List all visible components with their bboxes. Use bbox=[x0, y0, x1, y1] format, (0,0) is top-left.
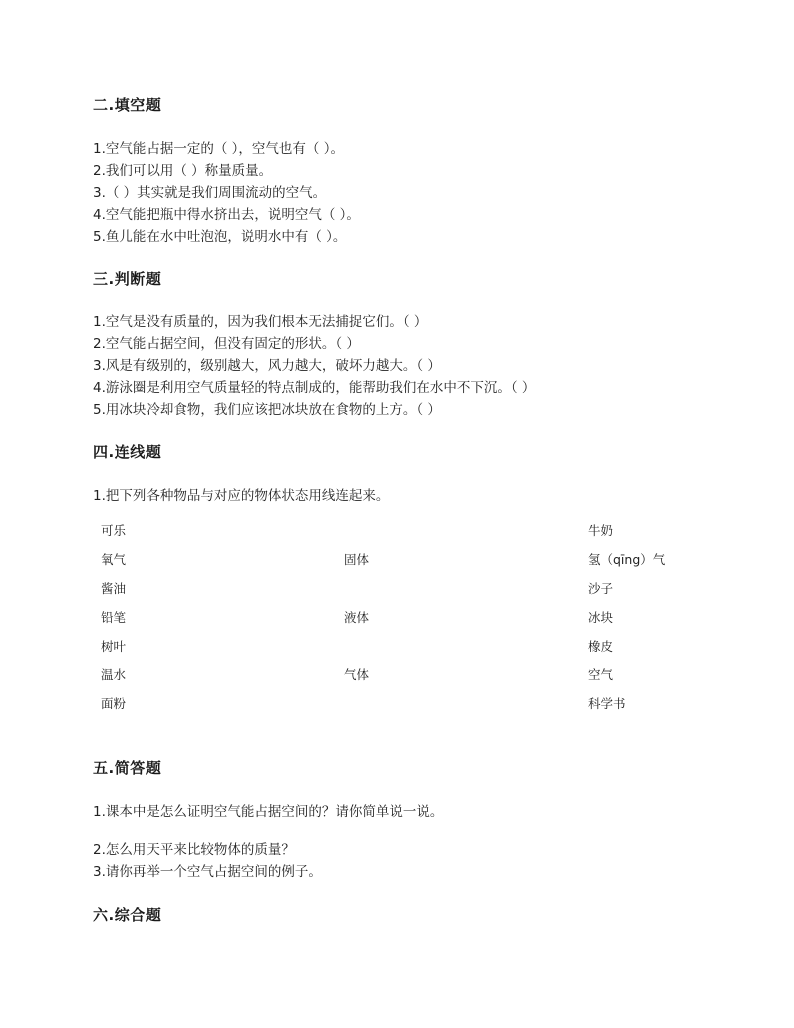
match-right-item: 氢（qīng）气 bbox=[588, 552, 666, 567]
match-right-item: 科学书 bbox=[588, 696, 626, 711]
judge-question-3: 3.风是有级别的，级别越大，风力越大，破坏力越大。（ ） bbox=[93, 358, 441, 374]
short-question-1: 1.课本中是怎么证明空气能占据空间的？请你简单说一说。 bbox=[93, 804, 444, 820]
section-fill-title: 二.填空题 bbox=[93, 96, 162, 114]
short-question-3: 3.请你再举一个空气占据空间的例子。 bbox=[93, 864, 322, 880]
fill-question-1: 1.空气能占据一定的（ ），空气也有（ ）。 bbox=[93, 141, 344, 157]
match-left-item: 铅笔 bbox=[101, 610, 127, 625]
match-state-item: 气体 bbox=[344, 667, 370, 682]
judge-question-2: 2.空气能占据空间，但没有固定的形状。（ ） bbox=[93, 336, 360, 352]
match-left-item: 树叶 bbox=[101, 639, 127, 654]
match-state-item: 固体 bbox=[344, 552, 370, 567]
fill-question-2: 2.我们可以用（ ）称量质量。 bbox=[93, 163, 273, 179]
fill-question-5: 5.鱼儿能在水中吐泡泡，说明水中有（ ）。 bbox=[93, 229, 347, 245]
match-right-item: 沙子 bbox=[588, 581, 614, 596]
judge-question-1: 1.空气是没有质量的，因为我们根本无法捕捉它们。（ ） bbox=[93, 314, 428, 330]
match-state-item: 液体 bbox=[344, 610, 370, 625]
fill-question-4: 4.空气能把瓶中得水挤出去，说明空气（ ）。 bbox=[93, 207, 360, 223]
fill-question-3: 3.（ ）其实就是我们周围流动的空气。 bbox=[93, 185, 327, 201]
match-left-item: 氧气 bbox=[101, 552, 127, 567]
section-judge-title: 三.判断题 bbox=[93, 270, 162, 288]
match-left-item: 酱油 bbox=[101, 581, 127, 596]
section-short-title: 五.简答题 bbox=[93, 759, 162, 777]
short-question-2: 2.怎么用天平来比较物体的质量？ bbox=[93, 842, 295, 858]
match-left-item: 面粉 bbox=[101, 696, 127, 711]
match-left-item: 可乐 bbox=[101, 523, 127, 538]
match-right-item: 牛奶 bbox=[588, 523, 614, 538]
section-comprehensive-title: 六.综合题 bbox=[93, 906, 162, 924]
match-left-item: 温水 bbox=[101, 667, 127, 682]
judge-question-4: 4.游泳圈是利用空气质量轻的特点制成的，能帮助我们在水中不下沉。（ ） bbox=[93, 380, 536, 396]
match-right-item: 橡皮 bbox=[588, 639, 614, 654]
match-instruction: 1.把下列各种物品与对应的物体状态用线连起来。 bbox=[93, 488, 390, 504]
judge-question-5: 5.用冰块冷却食物，我们应该把冰块放在食物的上方。（ ） bbox=[93, 402, 441, 418]
match-right-item: 冰块 bbox=[588, 610, 614, 625]
section-match-title: 四.连线题 bbox=[93, 443, 162, 461]
match-right-item: 空气 bbox=[588, 667, 614, 682]
